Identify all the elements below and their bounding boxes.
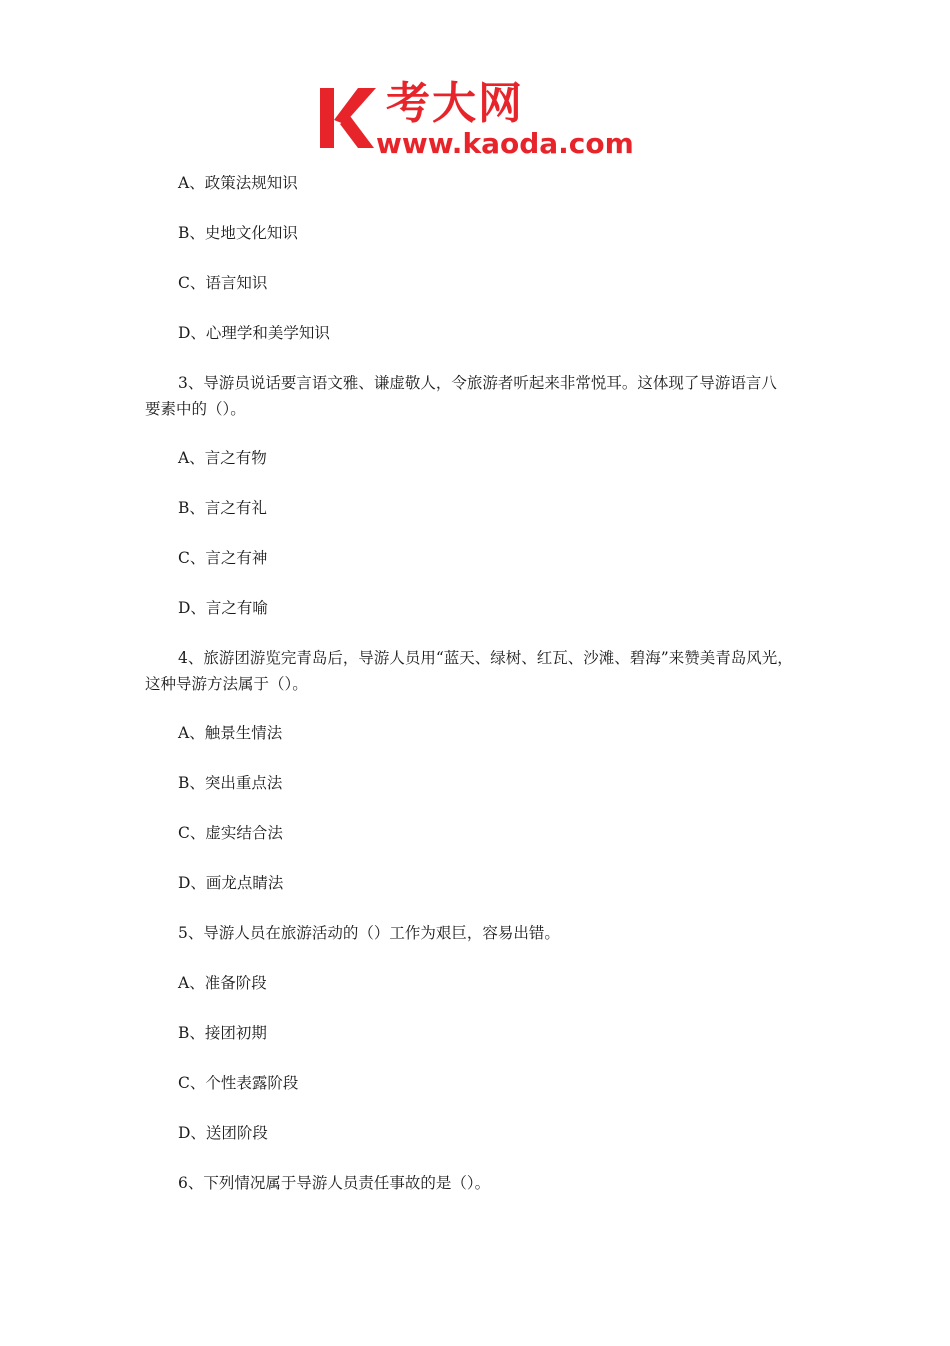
k-logo-icon: [318, 84, 378, 152]
q5-option-d: D、送团阶段: [178, 1124, 268, 1142]
q3-option-b: B、言之有礼: [178, 499, 267, 517]
q3-question-line1: 3、导游员说话要言语文雅、谦虚敬人，令旅游者听起来非常悦耳。这体现了导游语言八: [178, 374, 777, 392]
q5-question-line1: 5、导游人员在旅游活动的（）工作为艰巨，容易出错。: [178, 924, 560, 942]
q4-option-b: B、突出重点法: [178, 774, 283, 792]
q3-option-a: A、言之有物: [178, 449, 267, 467]
q3-question-line2: 要素中的（）。: [145, 400, 246, 418]
q3-option-c: C、言之有神: [178, 549, 268, 567]
q2-option-a: A、政策法规知识: [178, 174, 298, 192]
q4-question-line1: 4、旅游团游览完青岛后，导游人员用“蓝天、绿树、红瓦、沙滩、碧海”来赞美青岛风光，: [178, 649, 793, 667]
q2-option-c: C、语言知识: [178, 274, 268, 292]
logo-title: 考大网: [386, 78, 524, 129]
q5-option-b: B、接团初期: [178, 1024, 267, 1042]
logo-url: www.kaoda.com: [376, 127, 634, 160]
q4-option-c: C、虚实结合法: [178, 824, 283, 842]
q6-question-line1: 6、下列情况属于导游人员责任事故的是（）。: [178, 1174, 491, 1192]
q4-option-d: D、画龙点睛法: [178, 874, 284, 892]
q2-option-b: B、史地文化知识: [178, 224, 298, 242]
kaoda-logo: [318, 78, 640, 160]
q2-option-d: D、心理学和美学知识: [178, 324, 330, 342]
q4-option-a: A、触景生情法: [178, 724, 283, 742]
q5-option-a: A、准备阶段: [178, 974, 267, 992]
q4-question-line2: 这种导游方法属于（）。: [145, 675, 308, 693]
q5-option-c: C、个性表露阶段: [178, 1074, 299, 1092]
q3-option-d: D、言之有喻: [178, 599, 268, 617]
